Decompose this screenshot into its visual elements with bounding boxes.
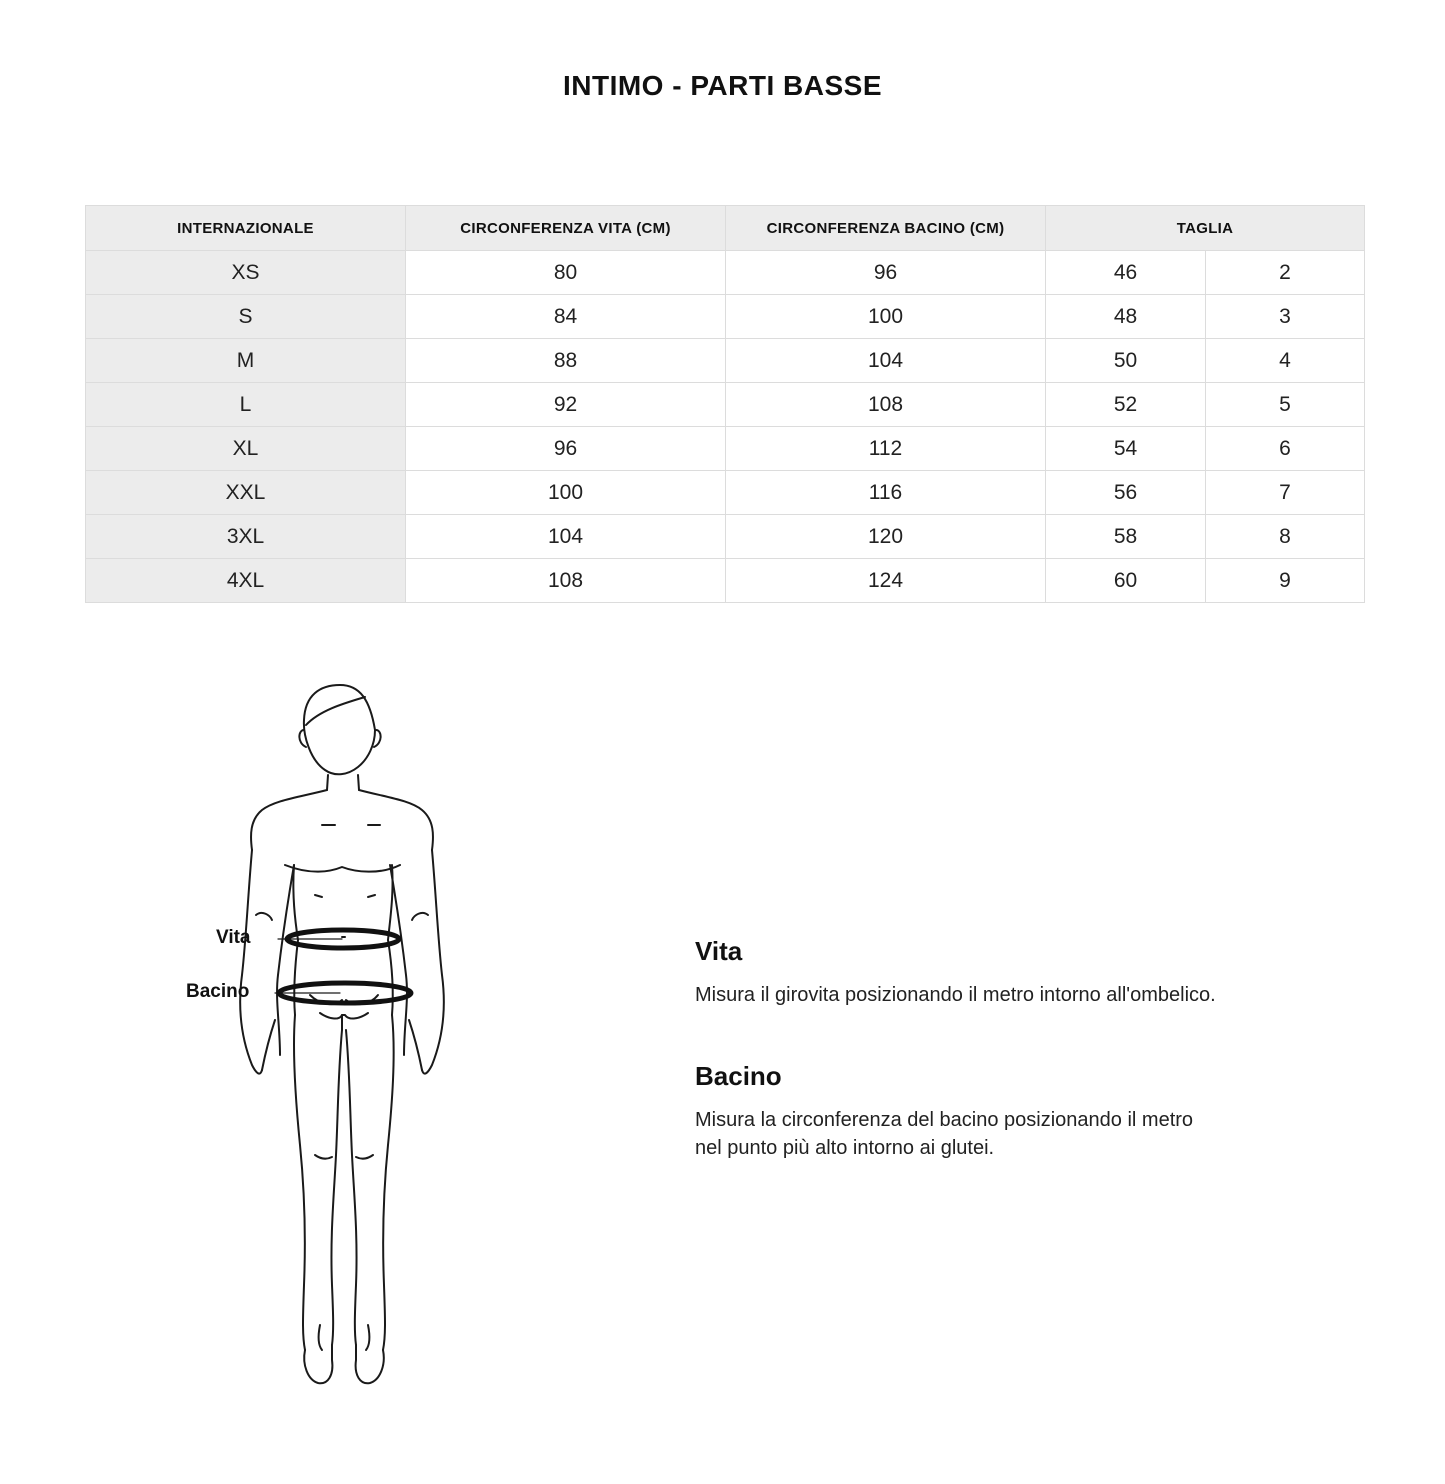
cell-waist: 84 xyxy=(406,295,726,339)
cell-international: 4XL xyxy=(86,559,406,603)
cell-hip: 120 xyxy=(726,515,1046,559)
cell-size-it: 50 xyxy=(1046,339,1206,383)
hip-guide xyxy=(695,1061,1315,1162)
cell-size-it: 58 xyxy=(1046,515,1206,559)
size-table xyxy=(85,205,1365,603)
cell-international: XS xyxy=(86,251,406,295)
header-hip: CIRCONFERENZA BACINO (CM) xyxy=(726,206,1046,251)
body-figure xyxy=(170,675,530,1395)
table-row xyxy=(86,295,1365,339)
cell-size-it: 54 xyxy=(1046,427,1206,471)
cell-hip: 100 xyxy=(726,295,1046,339)
table-row xyxy=(86,427,1365,471)
hip-guide-text-line2: nel punto più alto intorno ai glutei. xyxy=(695,1137,995,1159)
table-body xyxy=(86,251,1365,603)
cell-hip: 96 xyxy=(726,251,1046,295)
header-international: INTERNAZIONALE xyxy=(86,206,406,251)
cell-size-it: 60 xyxy=(1046,559,1206,603)
table-row xyxy=(86,559,1365,603)
cell-waist: 108 xyxy=(406,559,726,603)
cell-international: S xyxy=(86,295,406,339)
hip-guide-title: Bacino xyxy=(695,1061,782,1091)
cell-hip: 112 xyxy=(726,427,1046,471)
cell-hip: 108 xyxy=(726,383,1046,427)
cell-size-it: 52 xyxy=(1046,383,1206,427)
cell-size-num: 3 xyxy=(1206,295,1365,339)
cell-size-it: 56 xyxy=(1046,471,1206,515)
cell-waist: 80 xyxy=(406,251,726,295)
cell-hip: 124 xyxy=(726,559,1046,603)
page-title: INTIMO - PARTI BASSE xyxy=(562,70,883,101)
hip-guide-text-line1: Misura la circonferenza del bacino posizionando il metro xyxy=(695,1109,1194,1131)
figure-label-hip: Bacino xyxy=(186,981,250,1002)
cell-waist: 104 xyxy=(406,515,726,559)
cell-size-num: 7 xyxy=(1206,471,1365,515)
cell-international: M xyxy=(86,339,406,383)
body-outline-illustration xyxy=(170,675,530,1395)
cell-size-num: 8 xyxy=(1206,515,1365,559)
cell-waist: 96 xyxy=(406,427,726,471)
cell-size-it: 46 xyxy=(1046,251,1206,295)
cell-size-num: 4 xyxy=(1206,339,1365,383)
header-waist: CIRCONFERENZA VITA (CM) xyxy=(406,206,726,251)
cell-size-num: 9 xyxy=(1206,559,1365,603)
cell-international: L xyxy=(86,383,406,427)
cell-waist: 92 xyxy=(406,383,726,427)
table-header-row xyxy=(86,206,1365,251)
cell-international: 3XL xyxy=(86,515,406,559)
header-size: TAGLIA xyxy=(1046,206,1365,251)
cell-waist: 100 xyxy=(406,471,726,515)
cell-size-num: 5 xyxy=(1206,383,1365,427)
waist-guide xyxy=(695,936,1315,1009)
waist-guide-text: Misura il girovita posizionando il metro intorno all'ombelico. xyxy=(695,984,1216,1006)
waist-guide-title: Vita xyxy=(695,936,743,966)
cell-size-num: 6 xyxy=(1206,427,1365,471)
table-row xyxy=(86,383,1365,427)
cell-hip: 104 xyxy=(726,339,1046,383)
cell-international: XL xyxy=(86,427,406,471)
cell-size-it: 48 xyxy=(1046,295,1206,339)
head-outline xyxy=(304,685,375,774)
table-row xyxy=(86,515,1365,559)
table-row xyxy=(86,471,1365,515)
cell-size-num: 2 xyxy=(1206,251,1365,295)
table-row xyxy=(86,251,1365,295)
table-row xyxy=(86,339,1365,383)
figure-label-waist: Vita xyxy=(216,927,251,948)
cell-waist: 88 xyxy=(406,339,726,383)
cell-hip: 116 xyxy=(726,471,1046,515)
cell-international: XXL xyxy=(86,471,406,515)
